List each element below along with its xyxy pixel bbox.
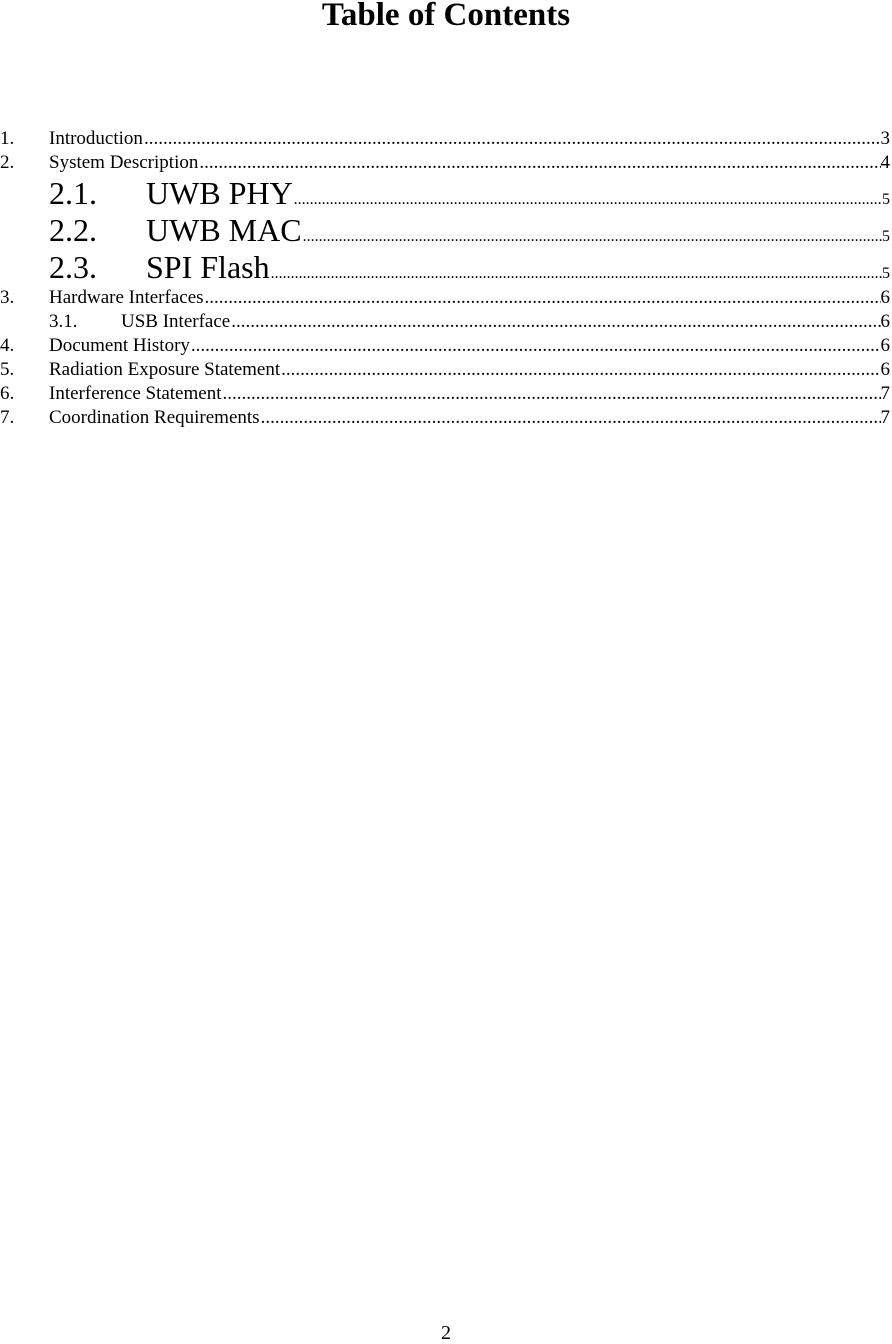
toc-entry-label: UWB MAC xyxy=(146,212,302,248)
toc-entry-number: 3. xyxy=(0,287,15,308)
toc-entry-page: 7 xyxy=(880,407,890,428)
toc-entry-number: 3.1. xyxy=(49,311,78,332)
toc-entry-label: SPI Flash xyxy=(146,249,270,285)
toc-entry-page: 5 xyxy=(882,228,890,245)
toc-entry-number: 2.1. xyxy=(49,175,97,211)
toc-entry-system-description[interactable] xyxy=(0,151,892,175)
toc-entry-page: 6 xyxy=(880,335,890,356)
toc-entry-page: 6 xyxy=(880,287,890,308)
page-number: 2 xyxy=(441,1322,451,1344)
toc-entry-label: Document History xyxy=(49,335,190,356)
dot-leader xyxy=(281,358,880,382)
toc-entry-spi-flash[interactable] xyxy=(0,249,892,286)
dot-leader xyxy=(231,310,880,334)
toc-entry-number: 2.3. xyxy=(49,249,97,285)
toc-entry-label: Radiation Exposure Statement xyxy=(49,359,281,380)
toc-entry-page: 5 xyxy=(882,265,890,282)
toc-entry-label: UWB PHY xyxy=(146,175,293,211)
dot-leader xyxy=(144,127,881,151)
toc-entry-page: 4 xyxy=(880,152,890,173)
dot-leader xyxy=(199,151,880,175)
toc-entry-uwb-phy[interactable] xyxy=(0,175,892,212)
dot-leader xyxy=(205,286,881,310)
toc-entry-label: USB Interface xyxy=(121,311,231,332)
toc-entry-page: 3 xyxy=(880,128,890,149)
toc-entry-page: 5 xyxy=(882,191,890,208)
toc-entry-number: 6. xyxy=(0,383,15,404)
toc-entry-label: System Description xyxy=(49,152,199,173)
table-of-contents xyxy=(0,127,892,430)
toc-entry-label: Interference Statement xyxy=(49,383,222,404)
toc-entry-interference-statement[interactable] xyxy=(0,382,892,406)
toc-entry-label: Introduction xyxy=(49,128,143,149)
toc-entry-page: 6 xyxy=(880,311,890,332)
toc-entry-introduction[interactable] xyxy=(0,127,892,151)
toc-entry-radiation-exposure-statement[interactable] xyxy=(0,358,892,382)
toc-entry-uwb-mac[interactable] xyxy=(0,212,892,249)
dot-leader xyxy=(222,382,880,406)
toc-entry-hardware-interfaces[interactable] xyxy=(0,286,892,310)
toc-entry-usb-interface[interactable] xyxy=(0,310,892,334)
toc-entry-page: 6 xyxy=(880,359,890,380)
toc-entry-label: Hardware Interfaces xyxy=(49,287,204,308)
dot-leader xyxy=(191,334,881,358)
dot-leader xyxy=(261,406,881,430)
toc-entry-page: 7 xyxy=(880,383,890,404)
toc-entry-number: 7. xyxy=(0,407,15,428)
toc-entry-number: 1. xyxy=(0,128,15,149)
toc-entry-document-history[interactable] xyxy=(0,334,892,358)
toc-entry-number: 2. xyxy=(0,152,15,173)
toc-entry-coordination-requirements[interactable] xyxy=(0,406,892,430)
toc-entry-number: 4. xyxy=(0,335,15,356)
toc-entry-label: Coordination Requirements xyxy=(49,407,260,428)
toc-title: Table of Contents xyxy=(321,0,571,33)
toc-entry-number: 5. xyxy=(0,359,15,380)
toc-entry-number: 2.2. xyxy=(49,212,97,248)
